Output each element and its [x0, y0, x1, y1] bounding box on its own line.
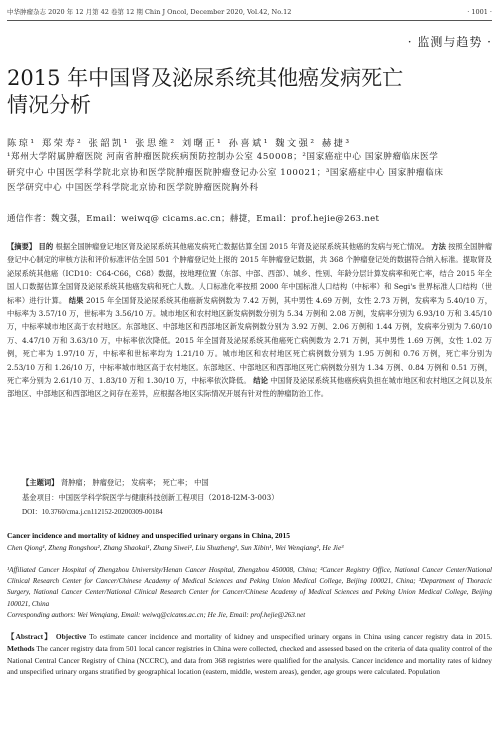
- objective-text: 根据全国肿瘤登记地区肾及泌尿系统其他癌发病死亡数据估算全国 2015 年肾及泌尿系统其他癌的发病与死亡情况。: [55, 242, 429, 251]
- english-title: Cancer incidence and mortality of kidney and unspecified urinary organs in China, 2015: [7, 531, 291, 540]
- running-header: [7, 6, 492, 19]
- keywords: [22, 478, 209, 488]
- method-text: 按照全国肿瘤登记中心制定的审核方法和评价标准评估全国 501 个肿瘤登记处上报的 2015 年肿瘤登记数据，共 368 个肿瘤登记处的数据符合纳入标准。提取肾及泌尿系统其他癌（ICD10：C64-C66，C68）数据，按地理位置（东部、中部、西部）、城乡、性别、年龄分层计算发病率和死亡率，结合 2015 年全国人口数据估算全国肾及泌尿系统其他癌发病和死亡人数。人口标准化率按照 2000 年中国标准人口结构（中标率）和 Segi's 世界标准人口结构（世标率）进行计算。: [7, 242, 493, 305]
- abstract-cn: [7, 240, 492, 401]
- english-affiliation-text: ¹Affiliated Cancer Hospital of Zhengzhou University/Henan Cancer Hospital, Zhengzhou 450008, China; ²Cancer Registry Office, National Cancer Center/National Clinical Research Center for Cancer/Chinese Academy of Medical Sciences and Peking Union Medical College, Beijing 100021, China; ³Department of Thoracic Surgery, National Cancer Center/National Clinical Research Center for Cancer/Chinese Academy of Medical Sciences and Peking Union Medical College, Beijing 100021, China: [7, 566, 492, 608]
- correspondence: 通信作者：魏文强，Email：weiwq@ cicams.ac.cn；赫捷，Email：prof.hejie@263.net: [7, 214, 380, 224]
- affiliations: ¹郑州大学附属肿瘤医院 河南省肿瘤医院疾病预防控制办公室 450008；²国家癌症中心 国家肿瘤临床医学研究中心 中国医学科学院北京协和医学院肿瘤医院肿瘤登记办公室 100021；³国家癌症中心 国家肿瘤临床医学研究中心 中国医学科学院北京协和医学院肿瘤医院胸外科: [7, 152, 444, 193]
- keywords-label: 【主题词】: [22, 478, 59, 487]
- doi: DOI：10.3760/cma.j.cn112152-20200309-00184: [22, 508, 163, 516]
- english-methods-text: The cancer registry data from 501 local cancer registries in China were collected, checked and assessed based on the criteria of data quality control of the National Central Cancer Registry of China (NCCRC), and data from 368 registries were qualified for the analysis. Cancer incidence and mortality rates of kidney and unspecified urinary organs stratified by geographical location (eastern, middle, western areas), gender, age groups were calculated. Population: [7, 643, 493, 677]
- section-tag: · 监测与趋势 ·: [407, 35, 492, 49]
- keywords-items: 肾肿瘤； 肿瘤登记； 发病率； 死亡率； 中国: [60, 478, 209, 487]
- english-affiliations: [7, 565, 492, 621]
- conclusion-text: 中国肾及泌尿系统其他癌疾病负担在城市地区和农村地区之间以及东部地区、中部地区和西部地区之间存在差异，应根据各地区实际情况开展有针对性的肿瘤防治工作。: [7, 376, 493, 399]
- abstract-label: 【摘要】: [7, 242, 37, 251]
- fund-info: 基金项目：中国医学科学院医学与健康科技创新工程项目（2018-I2M-3-003）: [22, 493, 279, 502]
- english-authors: Chen Qiong¹, Zheng Rongshou², Zhang Shaokai¹, Zhang Siwei², Liu Shuzheng¹, Sun Xibin¹, Wei Wenqiang², He Jie³: [7, 543, 344, 552]
- method-label: 方法: [431, 242, 446, 251]
- english-abstract-label: 【Abstract】: [7, 632, 53, 641]
- conclusion-label: 结论: [253, 376, 269, 386]
- english-methods-label: Methods: [7, 643, 35, 653]
- english-correspondence: Corresponding authors: Wei Wenqiang, Email: weiwq@cicams.ac.cn; He Jie, Email: prof.hejie@263.net: [7, 610, 306, 619]
- author-list: 陈琼¹ 郑荣寿² 张韶凯¹ 张思维² 刘曙正¹ 孙喜斌¹ 魏文强² 赫捷³: [7, 138, 352, 149]
- english-objective-label: Objective: [55, 632, 87, 641]
- paper-title: 2015 年中国肾及泌尿系统其他癌发病死亡情况分析: [7, 66, 404, 117]
- objective-label: 目的: [38, 242, 54, 251]
- page-number: · 1001 ·: [467, 8, 492, 16]
- result-text: 2015 年全国肾及泌尿系统其他癌新发病例数为 7.42 万例，其中男性 4.69 万例，女性 2.73 万例，发病率为 5.40/10 万，中标率为 3.57/10 万，世标率为 3.56/10 万。城市地区和农村地区新发病例数分别为 5.34 万例和 2.08 万例，发病率分别为 6.93/10 万和 3.45/10 万，中标率城市地区高于农村地区。东部地区、中部地区和西部地区新发病例数分别为 3.92 万例、2.06 万例和 1.44 万例，发病率分别为 7.60/10 万、4.47/10 万和 3.63/10 万，中标率依次降低。2015 年全国肾及泌尿系统其他癌死亡病例数为 2.71 万例，其中男性 1.69 万例，女性 1.02 万例，死亡率为 1.97/10 万，中标率和世标率均为 1.21/10 万。城市地区和农村地区死亡病例数分别为 1.95 万例和 0.76 万例，死亡率分别为 2.53/10 万和 1.26/10 万，中标率城市地区高于农村地区。东部地区、中部地区和西部地区死亡病例数分别为 1.34 万例、0.84 万例和 0.51 万例，死亡率分别为 2.61/10 万、1.83/10 万和 1.30/10 万，中标率依次降低。: [7, 295, 493, 386]
- english-abstract: [7, 631, 492, 678]
- english-objective-text: To estimate cancer incidence and mortality of kidney and unspecified urinary organs in China using cancer registry data in 2015.: [89, 632, 492, 641]
- result-label: 结果: [68, 295, 84, 305]
- header-divider: [7, 20, 492, 21]
- journal-citation: 中华肿瘤杂志 2020 年 12 月第 42 卷第 12 期 Chin J Oncol, December 2020, Vol.42, No.12: [7, 8, 292, 16]
